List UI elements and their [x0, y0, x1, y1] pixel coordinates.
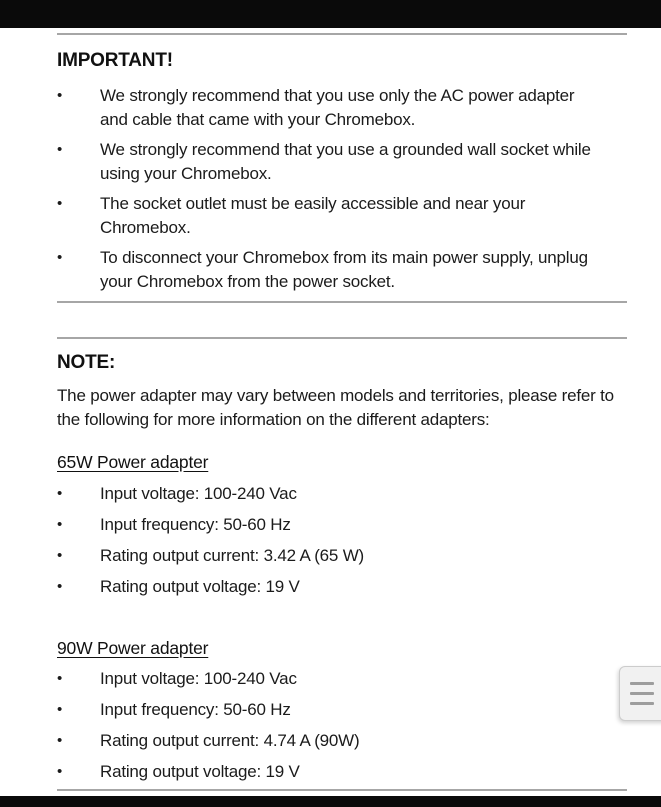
spec-text: Rating output voltage: 19 V: [100, 762, 300, 781]
bullet-icon: •: [57, 578, 63, 595]
spec-text: Input voltage: 100-240 Vac: [100, 484, 297, 503]
bullet-icon: •: [57, 701, 63, 718]
section-divider-bottom: [57, 789, 627, 791]
important-bullet-list: [57, 84, 613, 300]
important-heading: IMPORTANT!: [57, 50, 173, 71]
bottom-black-bar: [0, 796, 661, 807]
adapter-65w-title: 65W Power adapter: [57, 452, 209, 472]
list-item: [57, 729, 613, 753]
spec-text: Rating output current: 4.74 A (90W): [100, 731, 360, 750]
list-item: [57, 760, 613, 784]
bullet-icon: •: [57, 670, 63, 687]
list-item: [57, 138, 613, 186]
list-item: [57, 84, 613, 132]
section-divider-top: [57, 33, 627, 35]
list-item: [57, 192, 613, 240]
spec-text: Input frequency: 50-60 Hz: [100, 700, 291, 719]
spec-text: Rating output current: 3.42 A (65 W): [100, 546, 365, 565]
bullet-icon: •: [57, 547, 63, 564]
list-item: [57, 544, 613, 568]
adapter-90w-spec-list: [57, 667, 613, 791]
list-item: [57, 482, 613, 506]
bullet-icon: •: [57, 732, 63, 749]
bullet-text: To disconnect your Chromebox from its main power supply, unplug your Chromebox from the power socket.: [100, 248, 588, 291]
list-item: [57, 667, 613, 691]
note-heading: NOTE:: [57, 352, 116, 373]
bullet-icon: •: [57, 141, 63, 158]
bullet-icon: •: [57, 249, 63, 266]
bullet-text: We strongly recommend that you use only the AC power adapter and cable that came with your Chromebox.: [100, 86, 575, 129]
bullet-text: The socket outlet must be easily accessible and near your Chromebox.: [100, 194, 526, 237]
bullet-text: We strongly recommend that you use a grounded wall socket while using your Chromebox.: [100, 140, 591, 183]
bullet-icon: •: [57, 763, 63, 780]
list-item: [57, 698, 613, 722]
spec-text: Input voltage: 100-240 Vac: [100, 669, 297, 688]
bullet-icon: •: [57, 485, 63, 502]
adapter-65w-spec-list: [57, 482, 613, 606]
spec-text: Rating output voltage: 19 V: [100, 577, 300, 596]
list-item: [57, 513, 613, 537]
hamburger-icon: [630, 682, 654, 705]
section-divider-important-end: [57, 301, 627, 303]
list-item: [57, 246, 613, 294]
spec-text: Input frequency: 50-60 Hz: [100, 515, 291, 534]
bullet-icon: •: [57, 195, 63, 212]
adapter-90w-title: 90W Power adapter: [57, 638, 209, 658]
bullet-icon: •: [57, 516, 63, 533]
section-divider-note-start: [57, 337, 627, 339]
top-black-bar: [0, 0, 661, 28]
list-item: [57, 575, 613, 599]
note-intro-paragraph: The power adapter may vary between models and territories, please refer to the following for more information on the different adapters:: [57, 386, 614, 429]
reader-menu-button[interactable]: [619, 666, 661, 721]
bullet-icon: •: [57, 87, 63, 104]
